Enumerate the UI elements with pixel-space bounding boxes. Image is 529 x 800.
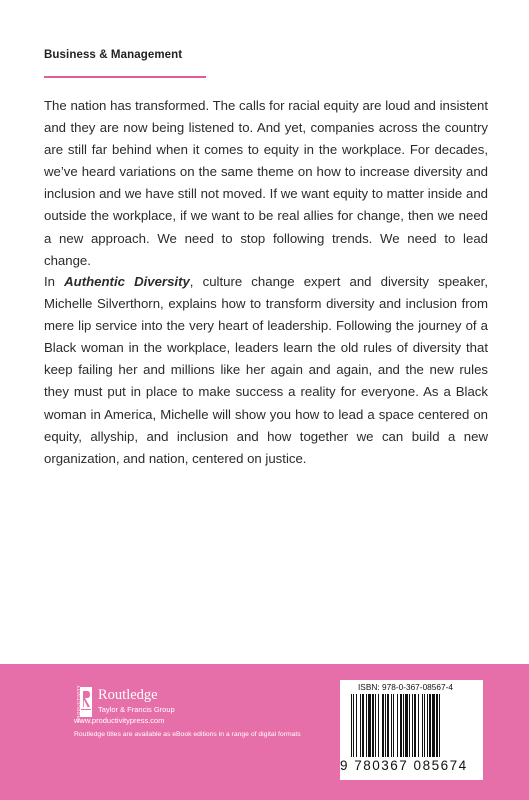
publisher-group: Taylor & Francis Group — [98, 705, 175, 714]
paragraph-2-body: , culture change expert and diversity speaker, Michelle Silverthorn, explains how to transform diversity and inclusion from mere lip service into the very heart of leadership. Following the journey of a Black woman in the workplace, leaders learn the old rules of diversity that keep failing her and millions like her again and again, and the new rules they must put in place to make success a reality for everyone. As a Black woman in America, Michelle will show you how to lead a space centered on equity, allyship, and inclusion and how together we can build a new organization, and nation, centered on justice. — [44, 274, 488, 466]
publisher-url: www.productivitypress.com — [74, 716, 165, 725]
category-label: Business & Management — [44, 49, 183, 61]
description-paragraph-1: The nation has transformed. The calls for racial equity are loud and insistent and they are now being listened to. And yet, companies across the country are still far behind when it comes to equity in the workplace. For decades, we’ve heard variations on the same theme on how to increase diversity and inclusion and we have still not moved. If we want equity to matter inside and outside the workplace, if we want to be real allies for change, then we need a new approach. We need to stop following trends. We need to lead change. — [44, 98, 488, 268]
imprint-vertical-text: PRODUCTIVITY — [76, 684, 81, 722]
barcode-panel — [340, 680, 483, 780]
isbn-label: ISBN: 978-0-367-08567-4 — [358, 682, 454, 692]
paragraph-2-lead: In — [44, 274, 65, 289]
publisher-name: Routledge — [98, 687, 158, 703]
routledge-r-icon — [80, 687, 92, 717]
barcode-digits: 9 780367 085674 — [340, 758, 468, 773]
book-title-emphasis: Authentic Diversity — [64, 274, 190, 289]
ebook-note: Routledge titles are available as eBook editions in a range of digital formats — [74, 731, 301, 738]
description-paragraph-2 — [44, 271, 488, 470]
divider-rule — [44, 76, 206, 78]
barcode-bars — [350, 694, 475, 757]
